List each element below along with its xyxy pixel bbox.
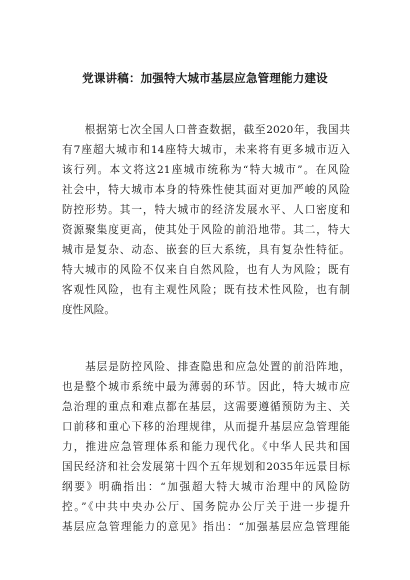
paragraph-line: 基层是防控风险、排查隐患和应急处置的前沿阵地，: [62, 361, 350, 373]
paragraph-line: 社会中，特大城市本身的特殊性使其面对更加严峻的风险: [62, 184, 350, 196]
paragraph-line: 资源聚集度更高，使其处于风险的前沿地带。其二，特大: [62, 224, 350, 236]
paragraph-line: 力，推进应急管理体系和能力现代化。《中华人民共和国: [62, 441, 350, 453]
paragraph-line: 控。”《中共中央办公厅、国务院办公厅关于进一步提升: [62, 501, 350, 513]
paragraph-line: 特大城市的风险不仅来自自然风险，也有人为风险；既有: [62, 264, 350, 276]
paragraph-line: 也是整个城市系统中最为薄弱的环节。因此，特大城市应: [62, 381, 350, 393]
paragraph-2: [62, 357, 350, 537]
paragraph-line: 客观性风险，也有主观性风险；既有技术性风险，也有制: [62, 284, 350, 296]
paragraph-line: 纲要》明确指出：“加强超大特大城市治理中的风险防: [62, 481, 350, 493]
paragraph-line: 有7座超大城市和14座特大城市，未来将有更多城市迈入: [62, 144, 350, 156]
paragraph-line: 国民经济和社会发展第十四个五年规划和2035年远景目标: [62, 461, 350, 473]
paragraph-line: 根据第七次全国人口普查数据，截至2020年，我国共: [62, 124, 350, 136]
paragraph-line: 基层应急管理能力的意见》指出：“加强基层应急管理能: [62, 521, 350, 533]
paragraph-line: 口前移和重心下移的治理规律，从而提升基层应急管理能: [62, 421, 350, 433]
paragraph-line: 该行列。本文将这21座城市统称为“特大城市”。在风险: [62, 164, 350, 176]
paragraph-line: 城市是复杂、动态、嵌套的巨大系统，具有复杂性特征。: [62, 244, 350, 256]
paragraph-line: 防控形势。其一，特大城市的经济发展水平、人口密度和: [62, 204, 350, 216]
paragraph-line: 度性风险。: [62, 304, 115, 316]
paragraph-1: [62, 120, 350, 320]
document-title: 党课讲稿：加强特大城市基层应急管理能力建设: [82, 71, 328, 85]
paragraph-line: 急治理的重点和难点都在基层，这需要遵循预防为主、关: [62, 401, 350, 413]
